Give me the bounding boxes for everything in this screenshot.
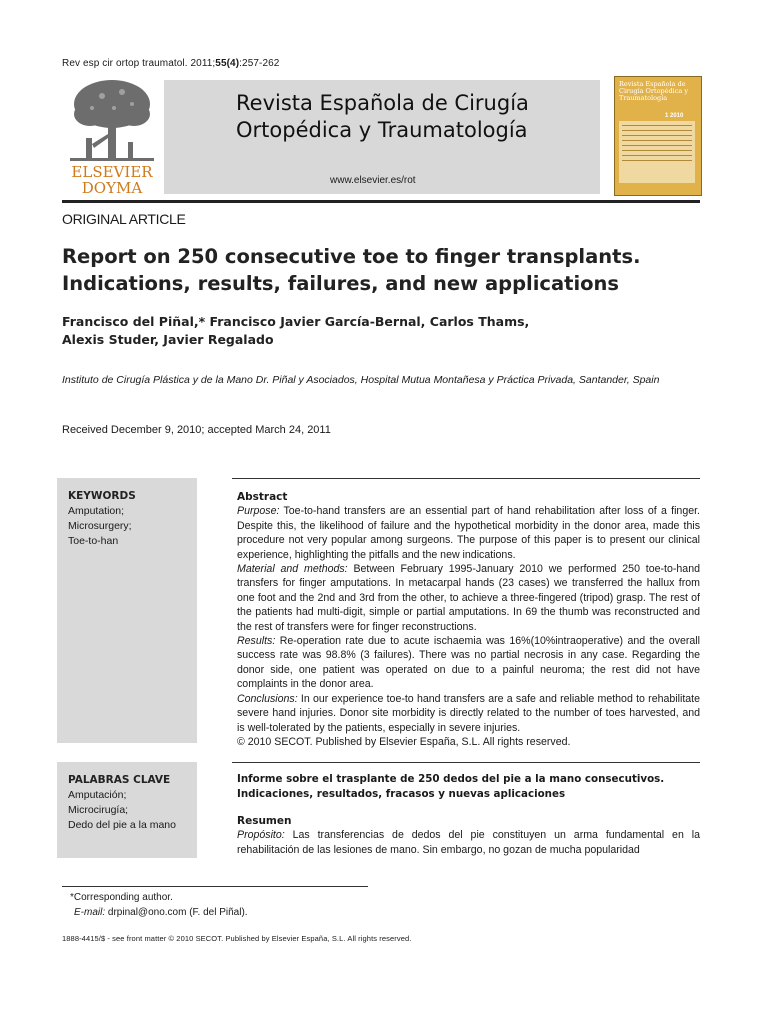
palabra-item: Dedo del pie a la mano [68, 819, 176, 831]
journal-header [62, 74, 700, 198]
header-divider [62, 200, 700, 203]
proposito-label: Propósito: [237, 829, 285, 842]
spanish-title-line1: Informe sobre el trasplante de 250 dedos del pie a la mano consecutivos. [237, 773, 665, 785]
cover-issue: 1 2010 [665, 113, 684, 119]
article-type-label: ORIGINAL ARTICLE [62, 211, 186, 227]
journal-title-line1: Revista Española de Cirugía [236, 91, 529, 115]
spanish-title [237, 772, 700, 802]
publisher-name-1: ELSEVIER [71, 163, 153, 181]
journal-cover-thumbnail [614, 76, 702, 196]
resumen-purpose [237, 828, 700, 857]
affiliation: Instituto de Cirugía Plástica y de la Mano Dr. Piñal y Asociados, Hospital Mutua Montañesa y Práctica Privada, Santander, Spain [62, 374, 660, 386]
citation-prefix: Rev esp cir ortop traumatol. 2011; [62, 58, 216, 69]
keywords-box [57, 478, 197, 743]
abstract-methods [237, 562, 700, 634]
results-label: Results: [237, 635, 276, 648]
abstract-purpose [237, 504, 700, 562]
abstract-divider [232, 478, 700, 479]
palabra-item: Microcirugía; [68, 804, 129, 816]
author-list [62, 313, 702, 349]
cover-contents-block [619, 121, 695, 183]
keyword-item: Toe-to-han [68, 535, 119, 547]
proposito-text: Las transferencias de dedos del pie constituyen un arma fundamental en la rehabilitación de las lesiones de mano. Sin embargo, no gozan de mucha popularidad [237, 829, 700, 856]
email-line [70, 905, 248, 920]
palabras-heading: PALABRAS CLAVE [68, 774, 171, 786]
palabra-item: Amputación; [68, 789, 127, 801]
footnote-divider [62, 886, 368, 887]
methods-label: Material and methods: [237, 563, 348, 576]
elsevier-logo [62, 74, 162, 198]
abstract-results [237, 634, 700, 692]
resumen [237, 814, 700, 857]
email-address[interactable]: drpinal@ono.com (F. del Piñal). [105, 907, 248, 918]
front-matter: 1888-4415/$ - see front matter © 2010 SECOT. Published by Elsevier España, S.L. All rights reserved. [62, 934, 412, 943]
citation [62, 58, 279, 69]
authors-line1: Francisco del Piñal,* Francisco Javier García-Bernal, Carlos Thams, [62, 314, 530, 329]
corresponding-author: *Corresponding author. [70, 892, 173, 903]
abstract-copyright: © 2010 SECOT. Published by Elsevier España, S.L. All rights reserved. [237, 735, 571, 748]
received-dates: Received December 9, 2010; accepted March 24, 2011 [62, 424, 331, 436]
citation-pages: :257-262 [239, 58, 280, 69]
resumen-divider [232, 762, 700, 763]
keywords-heading: KEYWORDS [68, 490, 136, 502]
abstract-conclusions [237, 692, 700, 735]
purpose-text: Toe-to-hand transfers are an essential part of hand rehabilitation after loss of a finger. Despite this, the likelihood of failure and the hypothetical morbidity in the donor area, made this procedure not very popular among surgeons. The purpose of this paper is to present our clinical experience, highlighting the pitfalls and the new indications. [237, 505, 700, 561]
journal-title-panel [164, 80, 600, 194]
journal-title [236, 90, 529, 144]
publisher-name-2: DOYMA [81, 179, 143, 197]
spanish-title-line2: Indicaciones, resultados, fracasos y nuevas aplicaciones [237, 788, 566, 800]
footnote [70, 890, 248, 920]
abstract-heading: Abstract [237, 491, 288, 503]
authors-line2: Alexis Studer, Javier Regalado [62, 332, 274, 347]
palabras-clave-box [57, 762, 197, 858]
email-label: E-mail: [74, 907, 106, 918]
journal-url[interactable]: www.elsevier.es/rot [330, 175, 416, 186]
keyword-item: Microsurgery; [68, 520, 132, 532]
abstract [237, 490, 700, 749]
citation-volume: 55(4) [215, 58, 240, 69]
keyword-item: Amputation; [68, 505, 125, 517]
journal-title-line2: Ortopédica y Traumatología [236, 118, 528, 142]
conclusions-text: In our experience toe-to hand transfers are a safe and reliable method to rehabilitate severe hand injuries. Donor site morbidity is directly related to the number of toes harvested, and is well-tolerated by the patients, especially in severe injuries. [237, 692, 700, 734]
methods-text: Between February 1995-January 2010 we performed 250 toe-to-hand transfers for finger amputations. In metacarpal hands (23 cases) we transferred the hallux from one foot and the 2nd and 3rd from the other, to achieve a three-fingered (tripod) grasp. The rest of the patients had multi-digit, simple or partial amputations. In 69 the thumb was reconstructed and the rest of transfers were for finger reconstructions. [237, 563, 700, 633]
purpose-label: Purpose: [237, 505, 280, 518]
conclusions-label: Conclusions: [237, 692, 298, 705]
article-title: Report on 250 consecutive toe to finger transplants. Indications, results, failures, and new applications [62, 245, 641, 295]
resumen-heading: Resumen [237, 815, 292, 827]
results-text: Re-operation rate due to acute ischaemia was 16%(10%intraoperative) and the overall success rate was 98.8% (3 failures). There was no partial necrosis in any case. Regarding the donor side, one patient was operated on due to a painful neuroma; the rest did not have complaints in the donor area. [237, 635, 700, 691]
cover-title: Revista Española de Cirugía Ortopédica y Traumatología [619, 80, 688, 102]
tree-icon [62, 74, 162, 198]
